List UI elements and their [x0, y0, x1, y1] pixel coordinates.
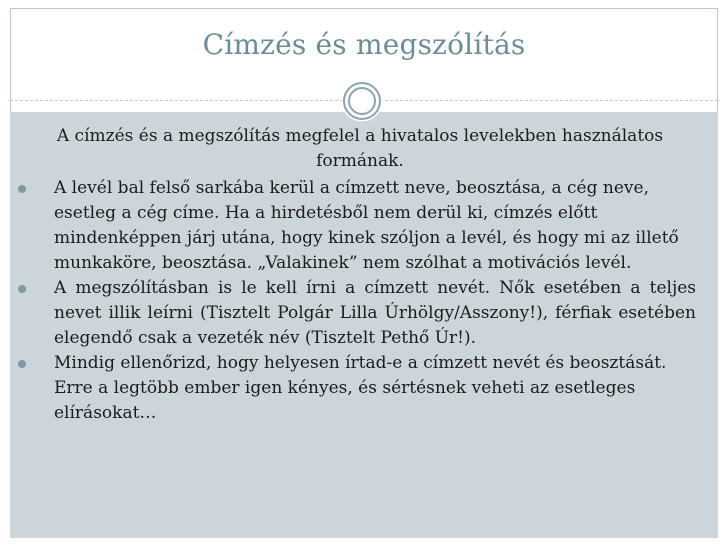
double-circle-ornament-icon	[341, 80, 383, 122]
bullet-text: A megszólításban is le kell írni a címzett nevét. Nők esetében a teljes nevet illik leírni (Tisztelt Polgár Lilla Úrhölgy/Asszony!), férfiak esetében elegendő csak a vezeték név (Tisztelt Pethő Úr!).	[54, 278, 696, 348]
slide-content	[18, 124, 700, 426]
slide-title: Címzés és megszólítás	[202, 28, 526, 61]
bullet-text: Mindig ellenőrizd, hogy helyesen írtad-e a címzett nevét és beosztását. Erre a legtöbb ember igen kényes, és sértésnek veheti az esetleges elírásokat…	[54, 353, 667, 423]
bullet-item	[18, 176, 700, 276]
round-bullet-icon	[18, 185, 26, 193]
intro-paragraph: A címzés és a megszólítás megfelel a hivatalos levelekben használatos formának.	[56, 126, 664, 171]
bullet-list	[18, 176, 700, 426]
bullet-item	[18, 351, 700, 426]
bullet-text: A levél bal felső sarkába kerül a címzett neve, beosztása, a cég neve, esetleg a cég címe. Ha a hirdetésből nem derül ki, címzés előtt mindenképpen járj utána, hogy kinek szóljon a levél, és hogy mi az illető munkaköre, beosztása. „Valakinek” nem szólhat a motivációs levél.	[54, 178, 679, 273]
bullet-item	[18, 276, 700, 351]
round-bullet-icon	[18, 285, 26, 293]
round-bullet-icon	[18, 360, 26, 368]
